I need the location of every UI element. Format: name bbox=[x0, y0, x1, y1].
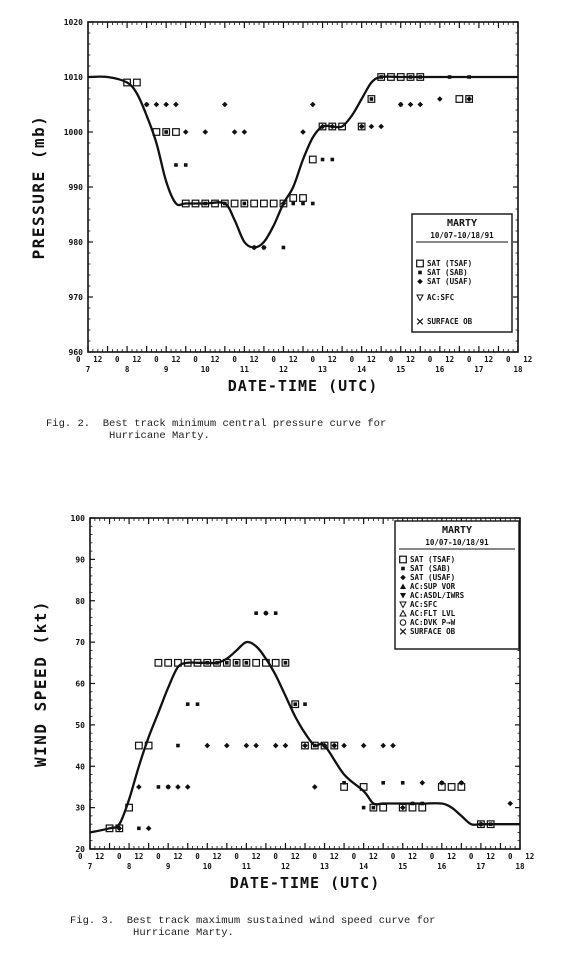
sat-usaf-point bbox=[136, 784, 142, 790]
sat-sab-point bbox=[254, 611, 258, 615]
x-day-label: 11 bbox=[239, 365, 249, 374]
sat-sab-point bbox=[291, 202, 295, 206]
x-hour-label: 12 bbox=[407, 852, 418, 861]
x-day-label: 16 bbox=[437, 862, 447, 871]
x-hour-label: 12 bbox=[251, 852, 261, 861]
x-axis-title: DATE-TIME (UTC) bbox=[229, 874, 381, 892]
x-hour-label: 0 bbox=[195, 852, 200, 861]
legend-item-label: SAT (TSAF) bbox=[410, 555, 456, 564]
wind-speed-chart bbox=[0, 500, 565, 900]
sat-usaf-point bbox=[390, 743, 396, 749]
sat-usaf-point bbox=[154, 102, 160, 108]
sat-tsaf-point bbox=[173, 129, 180, 136]
x-day-label: 13 bbox=[318, 365, 328, 374]
sat-usaf-point bbox=[361, 743, 367, 749]
sat-sab-point bbox=[370, 97, 374, 101]
figure-2-text-line2: Hurricane Marty. bbox=[109, 430, 210, 442]
x-day-label: 17 bbox=[476, 862, 486, 871]
x-hour-label: 0 bbox=[507, 852, 513, 861]
legend-title: MARTY bbox=[441, 525, 473, 536]
legend-item-label: SURFACE OB bbox=[410, 627, 456, 636]
legend-title: MARTY bbox=[446, 218, 478, 229]
x-hour-label: 12 bbox=[447, 852, 457, 861]
sat-usaf-point bbox=[369, 124, 375, 130]
sat-tsaf-point bbox=[155, 660, 162, 667]
x-hour-label: 0 bbox=[388, 355, 394, 364]
y-tick-label: 80 bbox=[75, 596, 85, 606]
legend-item-label: SAT (USAF) bbox=[410, 573, 456, 582]
y-tick-label: 970 bbox=[68, 293, 83, 302]
x-day-label: 18 bbox=[515, 862, 525, 871]
x-hour-label: 0 bbox=[427, 355, 433, 364]
x-hour-label: 12 bbox=[523, 355, 533, 364]
x-hour-label: 12 bbox=[405, 355, 416, 364]
x-hour-label: 12 bbox=[134, 852, 144, 861]
sat-sab-point bbox=[293, 702, 297, 706]
sat-tsaf-point bbox=[380, 804, 387, 811]
y-tick-label: 60 bbox=[75, 679, 85, 689]
x-hour-label: 0 bbox=[273, 852, 278, 861]
legend-dates: 10/07-10/18/91 bbox=[430, 231, 494, 240]
sat-usaf-point bbox=[466, 96, 472, 102]
sat-usaf-point bbox=[165, 784, 171, 790]
sat-sab-point bbox=[245, 661, 249, 665]
x-day-label: 12 bbox=[278, 365, 288, 374]
sat-sab-point bbox=[186, 702, 190, 706]
sat-sab-point bbox=[311, 202, 315, 206]
sat-usaf-point bbox=[437, 96, 443, 102]
sat-sab-point bbox=[401, 781, 405, 785]
legend-item-label: AC:SFC bbox=[427, 293, 455, 302]
x-hour-label: 12 bbox=[368, 852, 378, 861]
legend-item-label: SURFACE OB bbox=[427, 317, 473, 326]
sat-usaf-point bbox=[253, 743, 259, 749]
figure-3-text-line2: Hurricane Marty. bbox=[133, 927, 234, 939]
x-hour-label: 0 bbox=[75, 355, 81, 364]
x-day-label: 10 bbox=[200, 365, 210, 374]
sat-tsaf-point bbox=[165, 660, 172, 667]
sat-usaf-point bbox=[224, 743, 230, 749]
sat-sab-point bbox=[174, 163, 178, 167]
x-hour-label: 12 bbox=[173, 852, 183, 861]
sat-tsaf-point bbox=[261, 200, 268, 207]
y-axis-title: PRESSURE (mb) bbox=[29, 114, 48, 260]
x-day-label: 7 bbox=[87, 862, 93, 871]
sat-usaf-point bbox=[310, 102, 316, 108]
sat-sab-point bbox=[282, 246, 286, 250]
y-tick-label: 1000 bbox=[63, 128, 83, 137]
sat-tsaf-point bbox=[341, 784, 348, 791]
sat-sab-point bbox=[157, 785, 161, 789]
sat-usaf-point bbox=[185, 784, 191, 790]
x-day-label: 15 bbox=[396, 365, 406, 374]
x-hour-label: 0 bbox=[390, 852, 396, 861]
x-hour-label: 12 bbox=[366, 355, 376, 364]
sat-usaf-point bbox=[439, 780, 445, 786]
x-day-label: 8 bbox=[124, 365, 130, 374]
sat-usaf-point bbox=[273, 743, 279, 749]
sat-usaf-point bbox=[232, 129, 238, 135]
legend-item-label: AC:ASDL/IWRS bbox=[410, 591, 465, 600]
y-tick-label: 980 bbox=[68, 238, 83, 247]
sat-usaf-point bbox=[417, 102, 423, 108]
sat-usaf-point bbox=[419, 780, 425, 786]
sat-usaf-point bbox=[261, 245, 267, 251]
y-tick-label: 20 bbox=[75, 845, 85, 854]
sat-sab-point bbox=[303, 702, 307, 706]
x-hour-label: 12 bbox=[327, 355, 337, 364]
x-hour-label: 12 bbox=[93, 355, 103, 364]
x-hour-label: 12 bbox=[171, 355, 181, 364]
sat-sab-point bbox=[164, 130, 168, 134]
sat-sab-point bbox=[176, 744, 180, 748]
x-day-label: 16 bbox=[435, 365, 445, 374]
sat-tsaf-point bbox=[456, 96, 463, 103]
sat-sab-point bbox=[274, 611, 278, 615]
y-tick-label: 40 bbox=[75, 762, 85, 772]
sat-usaf-point bbox=[341, 743, 347, 749]
sat-sab-point bbox=[301, 202, 305, 206]
sat-usaf-point bbox=[507, 801, 513, 807]
y-tick-label: 50 bbox=[75, 720, 85, 730]
sat-usaf-point bbox=[378, 124, 384, 130]
figure-3-caption bbox=[70, 915, 435, 939]
sat-tsaf-point bbox=[134, 79, 141, 86]
y-tick-label: 70 bbox=[75, 638, 85, 648]
x-day-label: 10 bbox=[202, 862, 212, 871]
best-track-line bbox=[90, 642, 520, 832]
sat-sab-point bbox=[372, 806, 376, 810]
x-hour-label: 12 bbox=[329, 852, 339, 861]
sat-tsaf-point bbox=[409, 804, 416, 811]
sat-sab-point bbox=[225, 661, 229, 665]
sat-usaf-point bbox=[204, 743, 210, 749]
legend-marker bbox=[418, 271, 422, 275]
x-hour-label: 0 bbox=[117, 852, 122, 861]
x-day-label: 14 bbox=[357, 365, 367, 374]
x-hour-label: 12 bbox=[210, 355, 220, 364]
sat-usaf-point bbox=[202, 129, 208, 135]
sat-usaf-point bbox=[398, 102, 404, 108]
x-hour-label: 0 bbox=[312, 852, 318, 861]
x-day-label: 12 bbox=[280, 862, 290, 871]
x-hour-label: 12 bbox=[525, 852, 535, 861]
sat-usaf-point bbox=[380, 743, 386, 749]
x-hour-label: 0 bbox=[468, 852, 474, 861]
x-day-label: 15 bbox=[398, 862, 408, 871]
x-hour-label: 12 bbox=[132, 355, 142, 364]
figure-2-text-line1: Best track minimum central pressure curve for bbox=[102, 418, 387, 430]
legend-item-label: SAT (SAB) bbox=[427, 268, 468, 277]
sat-usaf-point bbox=[222, 102, 228, 108]
legend-item-label: SAT (SAB) bbox=[410, 564, 451, 573]
x-hour-label: 12 bbox=[445, 355, 455, 364]
legend-item-label: AC:SFC bbox=[410, 600, 438, 609]
x-day-label: 11 bbox=[241, 862, 251, 871]
x-hour-label: 0 bbox=[156, 852, 161, 861]
x-hour-label: 0 bbox=[429, 852, 435, 861]
sat-usaf-point bbox=[332, 743, 338, 749]
x-hour-label: 0 bbox=[234, 852, 239, 861]
sat-usaf-point bbox=[244, 743, 250, 749]
x-axis-title: DATE-TIME (UTC) bbox=[227, 377, 379, 395]
x-hour-label: 0 bbox=[466, 355, 472, 364]
sat-tsaf-point bbox=[419, 804, 426, 811]
x-hour-label: 0 bbox=[154, 355, 159, 364]
sat-usaf-point bbox=[400, 805, 406, 811]
sat-tsaf-point bbox=[272, 660, 279, 667]
legend-item-label: AC:FLT LVL bbox=[410, 609, 456, 618]
y-axis-title: WIND SPEED (kt) bbox=[31, 600, 50, 767]
sat-usaf-point bbox=[300, 129, 306, 135]
x-day-label: 18 bbox=[513, 365, 523, 374]
x-hour-label: 0 bbox=[271, 355, 276, 364]
y-tick-label: 90 bbox=[75, 555, 85, 565]
sat-tsaf-point bbox=[448, 784, 455, 791]
x-day-label: 7 bbox=[85, 365, 91, 374]
x-day-label: 17 bbox=[474, 365, 484, 374]
sat-tsaf-point bbox=[231, 200, 238, 207]
y-tick-label: 990 bbox=[68, 183, 83, 192]
sat-sab-point bbox=[235, 661, 239, 665]
sat-usaf-point bbox=[144, 102, 150, 108]
sat-sab-point bbox=[331, 158, 335, 162]
sat-usaf-point bbox=[312, 784, 318, 790]
x-hour-label: 12 bbox=[288, 355, 298, 364]
x-hour-label: 12 bbox=[249, 355, 259, 364]
sat-usaf-point bbox=[302, 743, 308, 749]
x-hour-label: 0 bbox=[77, 852, 83, 861]
x-day-label: 13 bbox=[320, 862, 330, 871]
x-hour-label: 0 bbox=[193, 355, 198, 364]
x-hour-label: 12 bbox=[486, 852, 496, 861]
x-day-label: 8 bbox=[126, 862, 132, 871]
x-day-label: 9 bbox=[163, 365, 169, 374]
x-day-label: 9 bbox=[165, 862, 171, 871]
sat-usaf-point bbox=[183, 129, 189, 135]
sat-tsaf-point bbox=[270, 200, 277, 207]
y-tick-label: 100 bbox=[70, 514, 85, 523]
x-hour-label: 0 bbox=[349, 355, 355, 364]
sat-usaf-point bbox=[359, 124, 365, 130]
sat-sab-point bbox=[362, 806, 366, 810]
legend-marker bbox=[401, 567, 405, 571]
figure-3-text-line1: Best track maximum sustained wind speed curve for bbox=[126, 915, 436, 927]
x-hour-label: 0 bbox=[232, 355, 237, 364]
sat-usaf-point bbox=[408, 102, 414, 108]
x-hour-label: 12 bbox=[290, 852, 300, 861]
sat-usaf-point bbox=[146, 826, 152, 832]
legend-dates: 10/07-10/18/91 bbox=[425, 538, 489, 547]
figure-2-label: Fig. 2. bbox=[46, 418, 91, 430]
sat-sab-point bbox=[137, 827, 141, 831]
figure-3-label: Fig. 3. bbox=[70, 915, 115, 927]
y-tick-label: 30 bbox=[75, 803, 85, 813]
sat-sab-point bbox=[243, 202, 247, 206]
legend-item-label: SAT (USAF) bbox=[427, 277, 473, 286]
sat-sab-point bbox=[284, 661, 288, 665]
x-hour-label: 0 bbox=[505, 355, 511, 364]
x-hour-label: 0 bbox=[115, 355, 120, 364]
sat-usaf-point bbox=[283, 743, 289, 749]
sat-tsaf-point bbox=[136, 742, 143, 749]
sat-usaf-point bbox=[163, 102, 169, 108]
y-tick-label: 960 bbox=[68, 348, 83, 357]
pressure-chart bbox=[0, 0, 565, 400]
figure-2-caption bbox=[46, 418, 386, 442]
sat-tsaf-point bbox=[251, 200, 258, 207]
sat-usaf-point bbox=[242, 129, 248, 135]
x-hour-label: 12 bbox=[95, 852, 105, 861]
sat-usaf-point bbox=[459, 780, 465, 786]
sat-usaf-point bbox=[263, 610, 269, 616]
y-tick-label: 1010 bbox=[63, 73, 83, 82]
sat-usaf-point bbox=[173, 102, 179, 108]
sat-sab-point bbox=[381, 781, 385, 785]
sat-tsaf-point bbox=[290, 195, 297, 202]
sat-sab-point bbox=[342, 781, 346, 785]
sat-sab-point bbox=[196, 702, 200, 706]
x-hour-label: 12 bbox=[212, 852, 222, 861]
sat-sab-point bbox=[184, 163, 188, 167]
sat-usaf-point bbox=[175, 784, 181, 790]
x-hour-label: 0 bbox=[310, 355, 316, 364]
y-tick-label: 1020 bbox=[63, 18, 83, 27]
sat-tsaf-point bbox=[309, 156, 316, 163]
legend-item-label: AC:DVK P→W bbox=[410, 618, 456, 627]
x-hour-label: 0 bbox=[351, 852, 357, 861]
x-day-label: 14 bbox=[359, 862, 369, 871]
legend-item-label: SAT (TSAF) bbox=[427, 259, 473, 268]
sat-sab-point bbox=[321, 158, 325, 162]
legend-item-label: AC:SUP VOR bbox=[410, 582, 456, 591]
sat-tsaf-point bbox=[300, 195, 307, 202]
x-hour-label: 12 bbox=[484, 355, 494, 364]
sat-tsaf-point bbox=[253, 660, 260, 667]
